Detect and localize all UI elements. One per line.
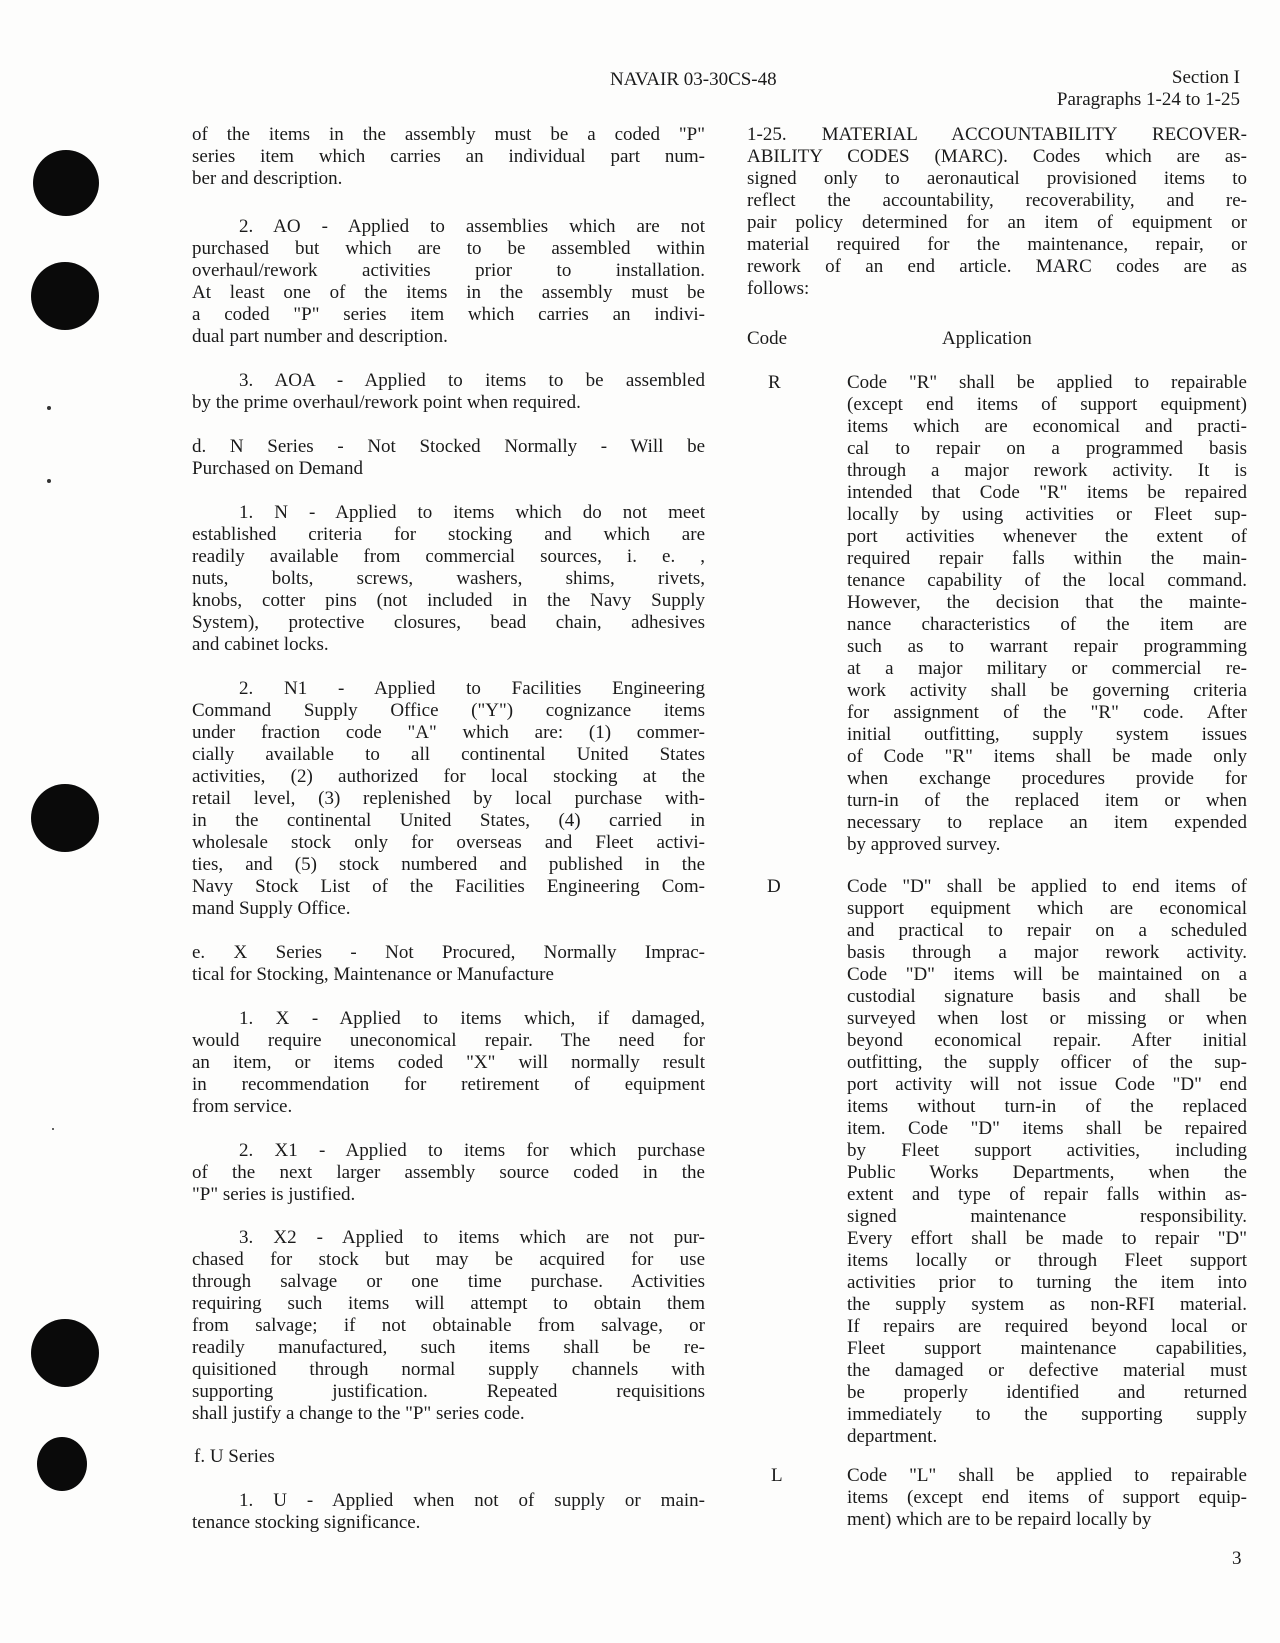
text-line: items (except end items of support equip-: [847, 1487, 1247, 1508]
text-line: under fraction code "A" which are: (1) commer-: [192, 722, 705, 743]
column-header-application: Application: [942, 328, 1032, 349]
text-line: turn-in of the replaced item or when: [847, 790, 1247, 811]
text-line: Purchased on Demand: [192, 458, 363, 479]
text-line: locally by using activities or Fleet sup-: [847, 504, 1247, 525]
text-line: the supply system as non-RFI material.: [847, 1294, 1247, 1315]
text-line: for assignment of the "R" code. After: [847, 702, 1247, 723]
text-line: necessary to replace an item expended: [847, 812, 1247, 833]
text-line: nance characteristics of the item are: [847, 614, 1247, 635]
text-line: beyond economical repair. After initial: [847, 1030, 1247, 1051]
text-line: from service.: [192, 1096, 293, 1117]
text-line: such as to warrant repair programming: [847, 636, 1247, 657]
scan-speck: [47, 406, 51, 410]
binder-hole: [31, 784, 99, 852]
paragraph-u: [192, 1490, 705, 1534]
text-line: "P" series is justified.: [192, 1184, 356, 1205]
text-line: retail level, (3) replenished by local purchase with-: [192, 788, 705, 809]
scan-speck: [52, 1128, 54, 1130]
text-line: activities prior to turning the item into: [847, 1272, 1247, 1293]
text-line: surveyed when lost or missing or when: [847, 1008, 1247, 1029]
text-line: pair policy determined for an item of equipment or: [747, 212, 1247, 233]
text-line: Public Works Departments, when the: [847, 1162, 1247, 1183]
text-line: items without turn-in of the replaced: [847, 1096, 1247, 1117]
text-line: support equipment which are economical: [847, 898, 1247, 919]
text-line: required repair falls within the main-: [847, 548, 1247, 569]
text-line: through a major rework activity. It is: [847, 460, 1247, 481]
text-line: 2. AO - Applied to assemblies which are not: [239, 216, 705, 237]
text-line: System), protective closures, bead chain, adhesives: [192, 612, 705, 633]
text-line: 2. X1 - Applied to items for which purchase: [239, 1140, 705, 1161]
text-line: readily available from commercial sources, i. e. ,: [192, 546, 705, 567]
text-line: f. U Series: [194, 1446, 275, 1467]
text-line: Code "D" items will be maintained on a: [847, 964, 1247, 985]
paragraph-e-x-series: [192, 942, 705, 986]
text-line: items which are economical and practi-: [847, 416, 1247, 437]
text-line: cal to repair on a programmed basis: [847, 438, 1247, 459]
text-line: overhaul/rework activities prior to installation.: [192, 260, 705, 281]
text-line: reflect the accountability, recoverability, and re-: [747, 190, 1247, 211]
paragraph-continued: [192, 124, 705, 190]
text-line: 3. AOA - Applied to items to be assembled: [239, 370, 705, 391]
paragraph-aoa: [192, 370, 705, 414]
code-d-application: [847, 876, 1247, 1448]
paragraph-f-u-series: [192, 1446, 705, 1468]
text-line: At least one of the items in the assembly must be: [192, 282, 705, 303]
paragraph-n1: [192, 678, 705, 920]
text-line: cially available to all continental United States: [192, 744, 705, 765]
text-line: quisitioned through normal supply channels with: [192, 1359, 705, 1380]
text-line: Every effort shall be made to repair "D": [847, 1228, 1247, 1249]
text-line: Code "D" shall be applied to end items of: [847, 876, 1247, 897]
text-line: shall justify a change to the "P" series code.: [192, 1403, 525, 1424]
text-line: 1. U - Applied when not of supply or main-: [239, 1490, 705, 1511]
code-r-application: [847, 372, 1247, 856]
text-line: Code "R" shall be applied to repairable: [847, 372, 1247, 393]
paragraph-d-n-series: [192, 436, 705, 480]
text-line: a coded "P" series item which carries an indivi-: [192, 304, 705, 325]
paragraph-x2: [192, 1227, 705, 1425]
text-line: 2. N1 - Applied to Facilities Engineering: [239, 678, 705, 699]
text-line: through salvage or one time purchase. Activities: [192, 1271, 705, 1292]
text-line: basis through a major rework activity.: [847, 942, 1247, 963]
text-line: Code "L" shall be applied to repairable: [847, 1465, 1247, 1486]
text-line: tenance capability of the local command.: [847, 570, 1247, 591]
text-line: series item which carries an individual part num-: [192, 146, 705, 167]
paragraph-ao: [192, 216, 705, 348]
text-line: wholesale stock only for overseas and Fleet activi-: [192, 832, 705, 853]
text-line: material required for the maintenance, repair, or: [747, 234, 1247, 255]
text-line: port activities whenever the extent of: [847, 526, 1247, 547]
text-line: e. X Series - Not Procured, Normally Imprac-: [192, 942, 705, 963]
text-line: Navy Stock List of the Facilities Engineering Com-: [192, 876, 705, 897]
text-line: ties, and (5) stock numbered and published in the: [192, 854, 705, 875]
text-line: and cabinet locks.: [192, 634, 329, 655]
text-line: item. Code "D" items shall be repaired: [847, 1118, 1247, 1139]
text-line: an item, or items coded "X" will normally result: [192, 1052, 705, 1073]
text-line: items locally or through Fleet support: [847, 1250, 1247, 1271]
text-line: extent and type of repair falls within as-: [847, 1184, 1247, 1205]
text-line: custodial signature basis and shall be: [847, 986, 1247, 1007]
code-l: L: [771, 1465, 783, 1486]
text-line: by approved survey.: [847, 834, 1001, 855]
text-line: dual part number and description.: [192, 326, 448, 347]
text-line: signed only to aeronautical provisioned items to: [747, 168, 1247, 189]
paragraph-x1: [192, 1140, 705, 1206]
text-line: 1. X - Applied to items which, if damaged,: [239, 1008, 705, 1029]
text-line: and practical to repair on a scheduled: [847, 920, 1247, 941]
text-line: the damaged or defective material must: [847, 1360, 1247, 1381]
paragraph-range: Paragraphs 1-24 to 1-25: [1056, 89, 1240, 110]
text-line: rework of an end article. MARC codes are as: [747, 256, 1247, 277]
text-line: of the items in the assembly must be a coded "P": [192, 124, 705, 145]
text-line: 3. X2 - Applied to items which are not pur-: [239, 1227, 705, 1248]
text-line: Fleet support maintenance capabilities,: [847, 1338, 1247, 1359]
paragraph-1-25-marc: [747, 124, 1247, 300]
text-line: knobs, cotter pins (not included in the Navy Supply: [192, 590, 705, 611]
text-line: by the prime overhaul/rework point when required.: [192, 392, 581, 413]
text-line: tical for Stocking, Maintenance or Manufacture: [192, 964, 554, 985]
text-line: If repairs are required beyond local or: [847, 1316, 1247, 1337]
text-line: signed maintenance responsibility.: [847, 1206, 1247, 1227]
text-line: department.: [847, 1426, 938, 1447]
text-line: ber and description.: [192, 168, 343, 189]
text-line: be properly identified and returned: [847, 1382, 1247, 1403]
text-line: would require uneconomical repair. The need for: [192, 1030, 705, 1051]
document-number: NAVAIR 03-30CS-48: [610, 69, 777, 90]
text-line: chased for stock but may be acquired for use: [192, 1249, 705, 1270]
page-number: 3: [1232, 1548, 1242, 1569]
text-line: purchased but which are to be assembled within: [192, 238, 705, 259]
text-line: intended that Code "R" items be repaired: [847, 482, 1247, 503]
text-line: requiring such items will attempt to obtain them: [192, 1293, 705, 1314]
paragraph-n: [192, 502, 705, 656]
text-line: However, the decision that the mainte-: [847, 592, 1247, 613]
text-line: by Fleet support activities, including: [847, 1140, 1247, 1161]
text-line: at a major military or commercial re-: [847, 658, 1247, 679]
column-header-code: Code: [747, 328, 788, 349]
text-line: immediately to the supporting supply: [847, 1404, 1247, 1425]
text-line: 1-25. MATERIAL ACCOUNTABILITY RECOVER-: [747, 124, 1247, 145]
text-line: (except end items of support equipment): [847, 394, 1247, 415]
text-line: tenance stocking significance.: [192, 1512, 421, 1533]
text-line: outfitting, the supply officer of the sup-: [847, 1052, 1247, 1073]
text-line: mand Supply Office.: [192, 898, 351, 919]
text-line: activities, (2) authorized for local stocking at the: [192, 766, 705, 787]
binder-hole: [31, 262, 99, 330]
text-line: readily manufactured, such items shall be re-: [192, 1337, 705, 1358]
text-line: from salvage; if not obtainable from salvage, or: [192, 1315, 705, 1336]
text-line: in the continental United States, (4) carried in: [192, 810, 705, 831]
text-line: 1. N - Applied to items which do not meet: [239, 502, 705, 523]
text-line: supporting justification. Repeated requisitions: [192, 1381, 705, 1402]
text-line: nuts, bolts, screws, washers, shims, rivets,: [192, 568, 705, 589]
text-line: ABILITY CODES (MARC). Codes which are as-: [747, 146, 1247, 167]
text-line: initial outfitting, supply system issues: [847, 724, 1247, 745]
text-line: in recommendation for retirement of equipment: [192, 1074, 705, 1095]
code-r: R: [768, 372, 781, 393]
text-line: of the next larger assembly source coded in the: [192, 1162, 705, 1183]
section-label: Section I: [1171, 67, 1240, 88]
paragraph-x: [192, 1008, 705, 1118]
binder-hole: [31, 1319, 99, 1387]
text-line: ment) which are to be repaird locally by: [847, 1509, 1152, 1530]
binder-hole: [37, 1437, 87, 1491]
text-line: Command Supply Office ("Y") cognizance items: [192, 700, 705, 721]
text-line: work activity shall be governing criteria: [847, 680, 1247, 701]
text-line: port activity will not issue Code "D" end: [847, 1074, 1247, 1095]
code-d: D: [767, 876, 781, 897]
binder-hole: [33, 150, 99, 216]
code-l-application: [847, 1465, 1247, 1531]
text-line: of Code "R" items shall be made only: [847, 746, 1247, 767]
text-line: d. N Series - Not Stocked Normally - Will be: [192, 436, 705, 457]
text-line: follows:: [747, 278, 810, 299]
text-line: established criteria for stocking and which are: [192, 524, 705, 545]
scan-speck: [47, 479, 51, 483]
text-line: when exchange procedures provide for: [847, 768, 1247, 789]
